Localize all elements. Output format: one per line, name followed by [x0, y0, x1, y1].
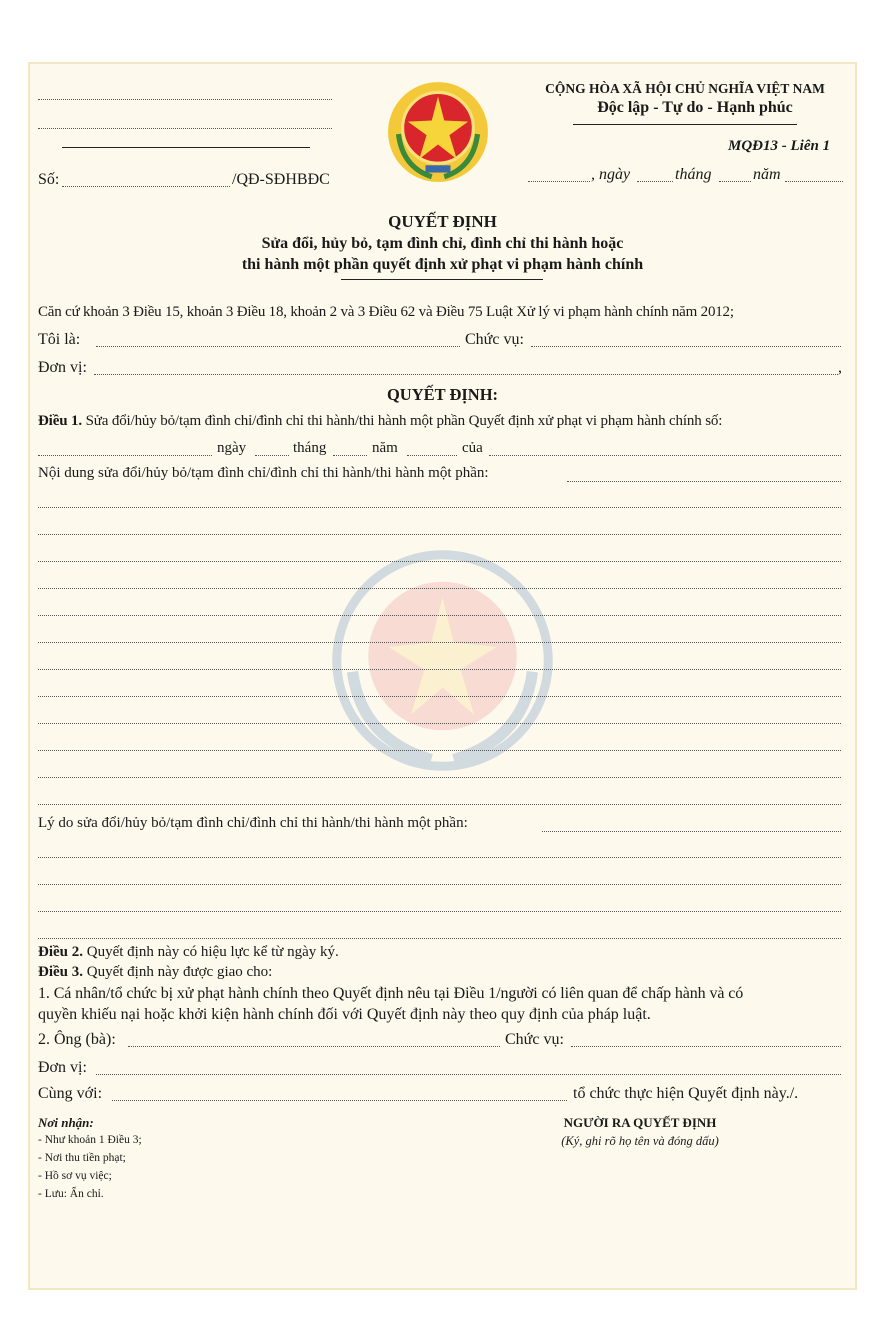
item-2-name-field[interactable]	[128, 1046, 500, 1047]
don-vi-field[interactable]	[94, 374, 838, 375]
article-2-label: Điều 2.	[38, 944, 83, 960]
content-field-4[interactable]	[38, 588, 841, 589]
date-month-field[interactable]	[719, 181, 751, 182]
reason-field-0[interactable]	[542, 831, 841, 832]
item-1-line-1: 1. Cá nhân/tổ chức bị xử phạt hành chính theo Quyết định nêu tại Điều 1/người có liên quan để chấp hành và có	[38, 985, 744, 1002]
content-field-8[interactable]	[38, 696, 841, 697]
article-1-month-field[interactable]	[333, 455, 367, 456]
item-2-chuc-vu: Chức vụ:	[505, 1031, 564, 1048]
content-field-7[interactable]	[38, 669, 841, 670]
form-code: MQĐ13 - Liên 1	[728, 138, 831, 154]
article-1-cua: của	[462, 440, 483, 456]
content-field-9[interactable]	[38, 723, 841, 724]
article-1-text: Sửa đổi/hủy bỏ/tạm đình chỉ/đình chỉ thi hành/thi hành một phần Quyết định xử phạt vi phạm hành chính số:	[85, 413, 723, 429]
document-subtitle-1: Sửa đổi, hủy bỏ, tạm đình chỉ, đình chỉ thi hành hoặc	[261, 235, 624, 252]
content-field-1[interactable]	[38, 507, 841, 508]
number-label: Số:	[38, 171, 60, 188]
signer-title: NGƯỜI RA QUYẾT ĐỊNH	[563, 1115, 717, 1130]
national-title: CỘNG HÒA XÃ HỘI CHỦ NGHĨA VIỆT NAM	[545, 81, 825, 96]
article-1-issuer-field[interactable]	[489, 455, 841, 456]
reason-field-1[interactable]	[38, 857, 841, 858]
recipient-1: - Như khoản 1 Điều 3;	[38, 1134, 142, 1146]
decision-heading: QUYẾT ĐỊNH:	[386, 385, 499, 404]
item-2-chuc-vu-field[interactable]	[571, 1046, 841, 1047]
don-vi-label: Đơn vị:	[38, 359, 87, 376]
article-2	[38, 944, 339, 961]
don-vi-comma: ,	[838, 359, 842, 376]
recipient-2: - Nơi thu tiền phạt;	[38, 1152, 126, 1164]
motto-underline	[573, 124, 797, 125]
article-3	[38, 964, 272, 981]
article-1-label: Điều 1.	[38, 413, 82, 429]
item-2-don-vi-field[interactable]	[96, 1074, 841, 1075]
item-2-don-vi: Đơn vị:	[38, 1059, 87, 1076]
number-field[interactable]	[62, 186, 230, 187]
date-month-label: tháng	[675, 166, 712, 183]
content-field-12[interactable]	[38, 804, 841, 805]
article-3-label: Điều 3.	[38, 964, 83, 980]
cung-voi-end: tổ chức thực hiện Quyết định này./.	[573, 1085, 799, 1102]
date-day-field[interactable]	[637, 181, 673, 182]
subtitle-underline	[341, 279, 543, 280]
motto: Độc lập - Tự do - Hạnh phúc	[597, 99, 793, 116]
article-1-thang: tháng	[293, 440, 327, 456]
signer-note: (Ký, ghi rõ họ tên và đóng dấu)	[561, 1134, 719, 1148]
item-2-label: 2. Ông (bà):	[38, 1031, 116, 1048]
agency-line-1[interactable]	[38, 99, 332, 100]
reason-field-4[interactable]	[38, 938, 841, 939]
number-suffix: /QĐ-SĐHBĐC	[232, 171, 330, 188]
date-year-label: năm	[753, 166, 781, 183]
agency-underline	[62, 147, 310, 148]
article-3-text: Quyết định này được giao cho:	[86, 964, 273, 980]
chuc-vu-field[interactable]	[531, 346, 841, 347]
article-1	[38, 413, 722, 430]
item-1-line-2: quyền khiếu nại hoặc khởi kiện hành chính đối với Quyết định này theo quy định của pháp luật.	[38, 1006, 651, 1023]
content-field-11[interactable]	[38, 777, 841, 778]
article-1-ngay: ngày	[217, 440, 247, 456]
document-subtitle-2: thi hành một phần quyết định xử phạt vi phạm hành chính	[241, 256, 644, 273]
content-field-3[interactable]	[38, 561, 841, 562]
content-field-6[interactable]	[38, 642, 841, 643]
place-field[interactable]	[528, 181, 590, 182]
watermark-emblem-icon	[330, 548, 555, 773]
cung-voi-label: Cùng với:	[38, 1085, 103, 1102]
toi-la-label: Tôi là:	[38, 331, 81, 348]
content-field-2[interactable]	[38, 534, 841, 535]
content-label: Nội dung sửa đổi/hủy bỏ/tạm đình chỉ/đình chỉ thi hành/thi hành một phần:	[38, 465, 489, 481]
reason-field-2[interactable]	[38, 884, 841, 885]
document-title: QUYẾT ĐỊNH	[388, 212, 497, 231]
decision-number-field[interactable]	[38, 455, 212, 456]
chuc-vu-label: Chức vụ:	[465, 331, 524, 348]
agency-line-2[interactable]	[38, 128, 332, 129]
content-field-10[interactable]	[38, 750, 841, 751]
content-field-5[interactable]	[38, 615, 841, 616]
article-2-text: Quyết định này có hiệu lực kể từ ngày ký.	[86, 944, 339, 960]
reason-label: Lý do sửa đổi/hủy bỏ/tạm đình chỉ/đình chỉ thi hành/thi hành một phần:	[38, 815, 468, 831]
police-emblem-icon	[386, 80, 490, 184]
date-day-label: , ngày	[591, 166, 631, 183]
recipient-3: - Hồ sơ vụ việc;	[38, 1170, 112, 1182]
recipient-4: - Lưu: Ấn chỉ.	[38, 1188, 104, 1200]
article-1-day-field[interactable]	[255, 455, 289, 456]
cung-voi-field[interactable]	[112, 1100, 567, 1101]
toi-la-field[interactable]	[96, 346, 460, 347]
date-year-field[interactable]	[785, 181, 843, 182]
reason-field-3[interactable]	[38, 911, 841, 912]
legal-basis: Căn cứ khoản 3 Điều 15, khoản 3 Điều 18, khoản 2 và 3 Điều 62 và Điều 75 Luật Xử lý vi phạm hành chính năm 2012;	[38, 304, 734, 320]
recipients-title: Nơi nhận:	[38, 1115, 94, 1130]
article-1-year-field[interactable]	[407, 455, 457, 456]
content-field-0[interactable]	[567, 481, 841, 482]
article-1-nam: năm	[372, 440, 398, 456]
